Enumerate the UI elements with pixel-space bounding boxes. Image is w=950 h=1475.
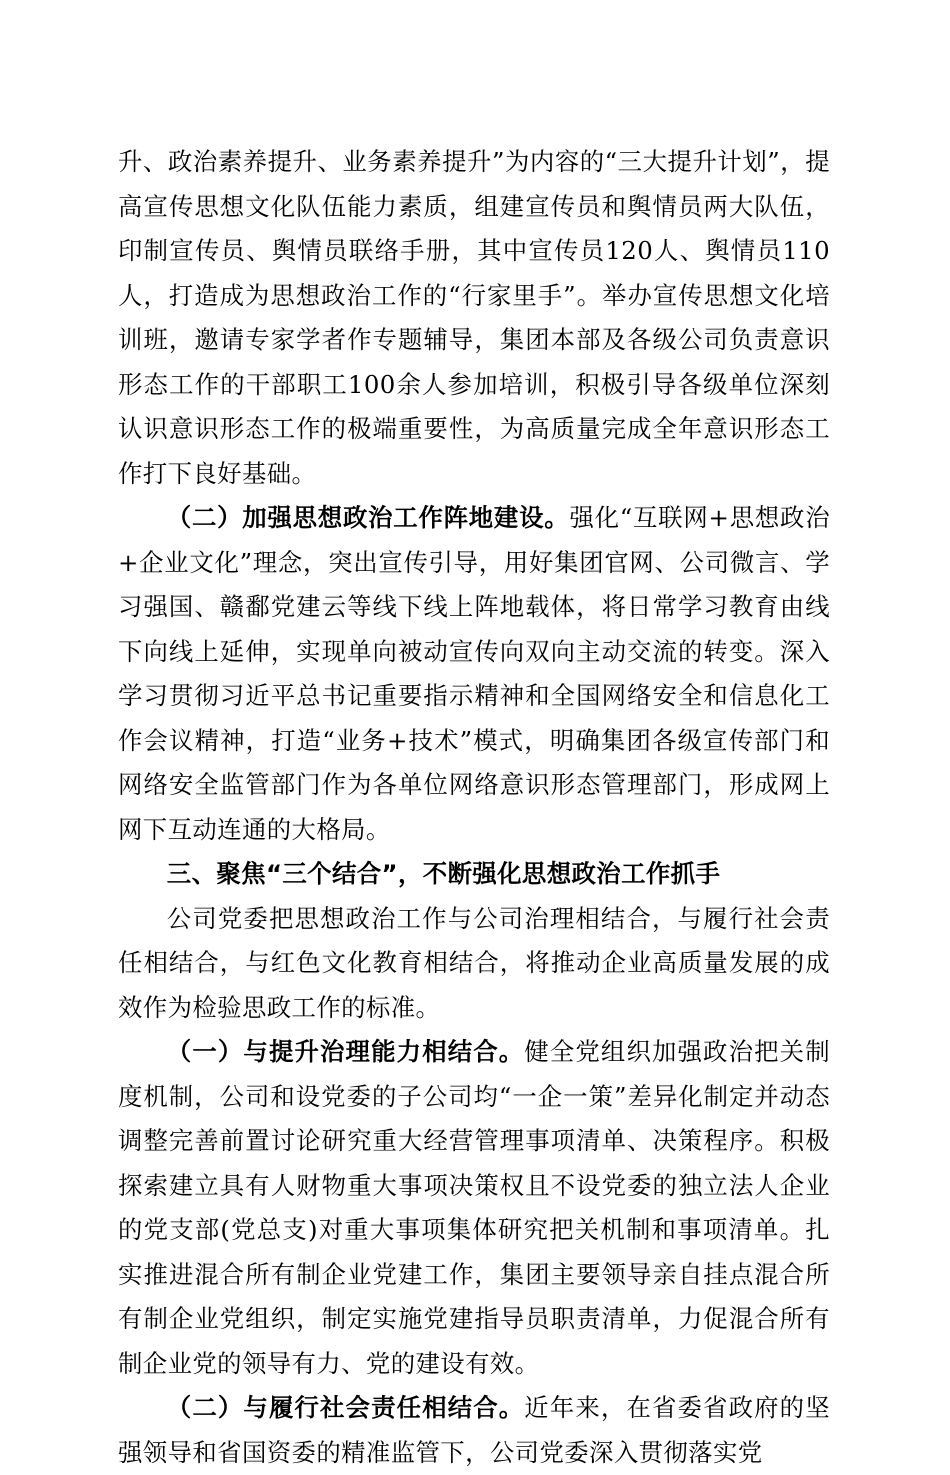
paragraph-text: 强化“互联网+思想政治+企业文化”理念，突出宣传引导，用好集团官网、公司微言、学习强国、赣鄱党建云等线下线上阵地载体，将日常学习教育由线下向线上延伸，实现单向被动宣传向双向主动交流的转变。深入学习贯彻习近平总书记重要指示精神和全国网络安全和信息化工作会议精神，打造“业务+技术”模式，明确集团各级宣传部门和网络安全监管部门作为各单位网络意识形态管理部门，形成网上网下互动连通的大格局。: [118, 503, 830, 844]
subsection-heading: （二）加强思想政治工作阵地建设。: [166, 503, 570, 532]
paragraph-text: 近年来，在省委省政府的坚强领导和省国资委的精准监管下，公司党委深入贯彻落实党: [118, 1393, 830, 1467]
paragraph-social-responsibility: [118, 1386, 830, 1475]
paragraph-governance: [118, 1030, 830, 1386]
paragraph-text: 升、政治素养提升、业务素养提升”为内容的“三大提升计划”，提高宣传思想文化队伍能力素质，组建宣传员和舆情员两大队伍，印制宣传员、舆情员联络手册，其中宣传员120人、舆情员110人，打造成为思想政治工作的“行家里手”。举办宣传思想文化培训班，邀请专家学者作专题辅导，集团本部及各级公司负责意识形态工作的干部职工100余人参加培训，积极引导各级单位深刻认识意识形态工作的极端重要性，为高质量完成全年意识形态工作打下良好基础。: [118, 147, 830, 488]
paragraph-position-building: [118, 496, 830, 852]
paragraph-text: 公司党委把思想政治工作与公司治理相结合，与履行社会责任相结合，与红色文化教育相结合，将推动企业高质量发展的成效作为检验思政工作的标准。: [118, 903, 830, 1022]
paragraph-training-plan: [118, 140, 830, 496]
subsection-heading: （一）与提升治理能力相结合。: [166, 1037, 525, 1066]
document-body: [118, 140, 830, 1475]
paragraph-text: 健全党组织加强政治把关制度机制，公司和设党委的子公司均“一企一策”差异化制定并动态调整完善前置讨论研究重大经营管理事项清单、决策程序。积极探索建立具有人财物重大事项决策权且不设党委的独立法人企业的党支部(党总支)对重大事项集体研究把关机制和事项清单。扎实推进混合所有制企业党建工作，集团主要领导亲自挂点混合所有制企业党组织，制定实施党建指导员职责清单，力促混合所有制企业党的领导有力、党的建设有效。: [118, 1037, 830, 1378]
subsection-heading: （二）与履行社会责任相结合。: [166, 1393, 525, 1422]
paragraph-section-intro: [118, 897, 830, 1031]
section-heading-three-combinations: 三、聚焦“三个结合”，不断强化思想政治工作抓手: [166, 859, 721, 888]
